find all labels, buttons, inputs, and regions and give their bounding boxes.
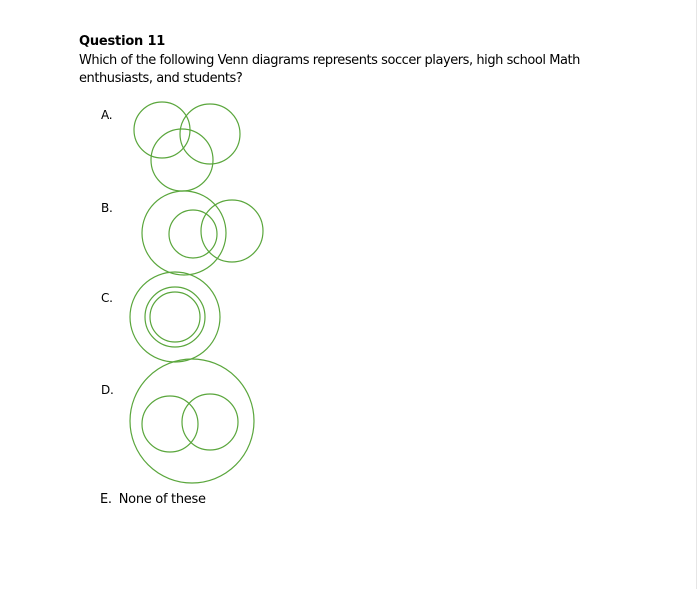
venn-b-circle-outer [142, 191, 226, 275]
venn-c-circle-middle [145, 287, 205, 347]
option-e-label: E. [100, 492, 112, 507]
venn-c-circle-outer [130, 272, 220, 362]
venn-diagram-c [130, 272, 220, 362]
venn-a-circle-right [180, 104, 240, 164]
venn-d-circle-right [182, 394, 238, 450]
question-text: Which of the following Venn diagrams represents soccer players, high school Math enthusiasts, and students? [79, 53, 580, 86]
venn-diagram-b [142, 191, 263, 275]
venn-b-circle-right [201, 200, 263, 262]
venn-d-circle-left [142, 396, 198, 452]
option-e-text: None of these [118, 492, 206, 507]
venn-diagram-d [130, 359, 254, 483]
venn-c-circle-inner [150, 292, 200, 342]
venn-d-circle-outer [130, 359, 254, 483]
option-d-label[interactable]: D. [101, 383, 114, 397]
venn-diagram-a [134, 102, 240, 191]
venn-a-circle-bottom [151, 129, 213, 191]
question-title: Question 11 [79, 34, 166, 49]
venn-a-circle-left [134, 102, 190, 158]
option-a-label[interactable]: A. [101, 108, 113, 122]
venn-b-circle-inner [169, 210, 217, 258]
option-b-label[interactable]: B. [101, 201, 113, 215]
option-c-label[interactable]: C. [101, 291, 113, 305]
